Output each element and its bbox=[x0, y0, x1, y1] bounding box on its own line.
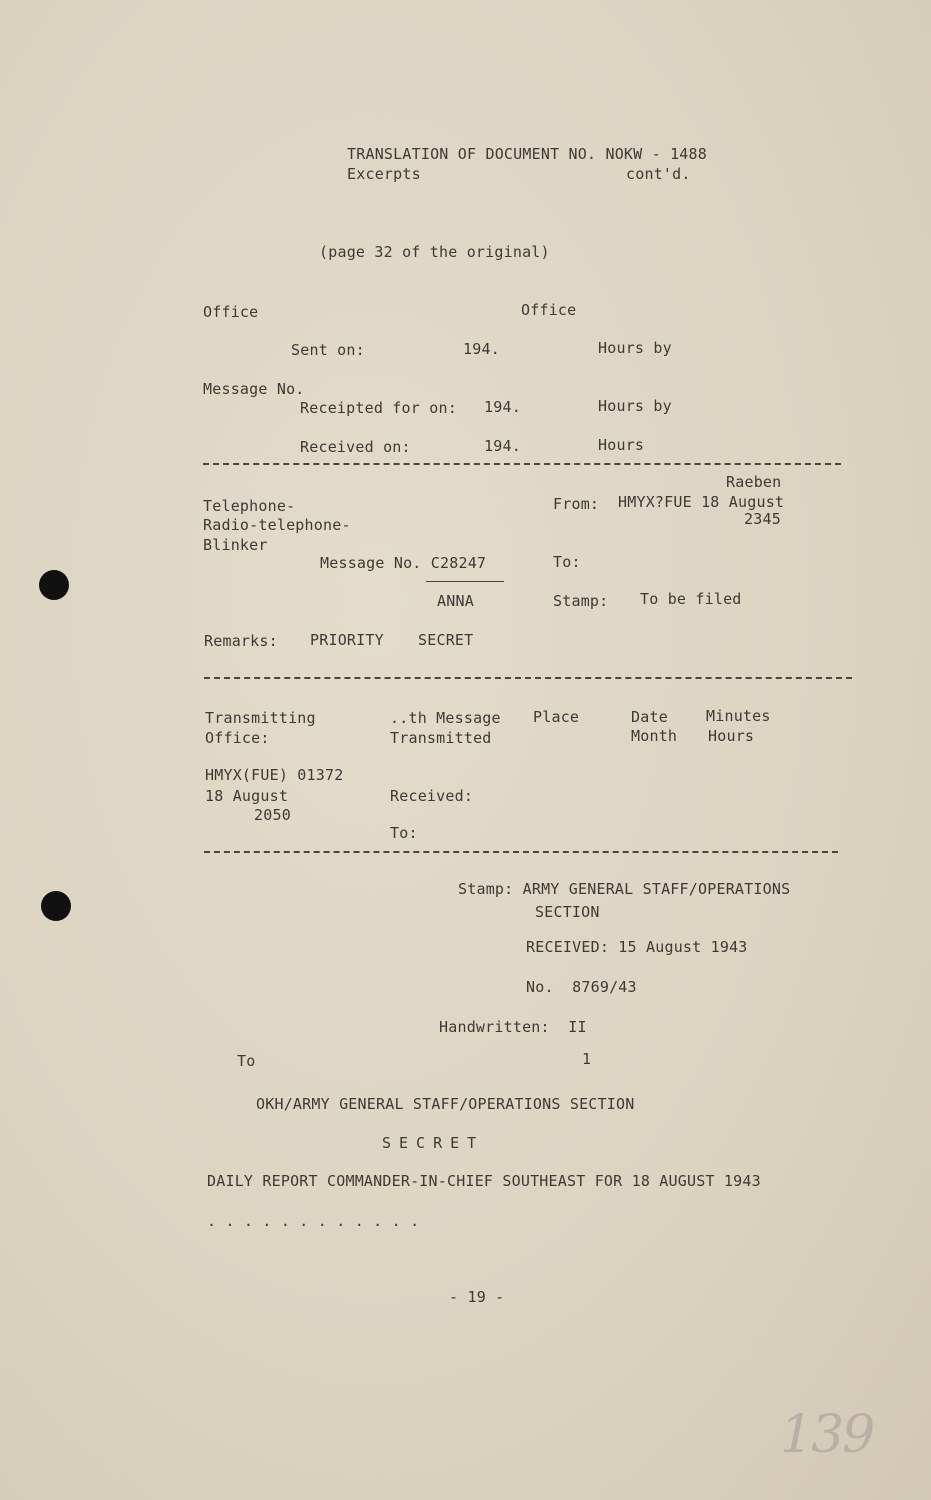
daily-report-heading: DAILY REPORT COMMANDER-IN-CHIEF SOUTHEAST FOR 18 AUGUST 1943 bbox=[207, 1172, 761, 1190]
raeben-label: Raeben bbox=[726, 473, 782, 491]
received-year: 194. bbox=[484, 437, 521, 455]
transmitting-label: Transmitting bbox=[205, 709, 316, 727]
office-left-label: Office bbox=[203, 303, 259, 321]
from-value: HMYX?FUE 18 August bbox=[618, 493, 785, 511]
th-message-label: ..th Message bbox=[390, 709, 501, 727]
ellipsis-dots: . . . . . . . . . . . . bbox=[207, 1212, 420, 1230]
sent-on-label: Sent on: bbox=[291, 341, 365, 359]
received-on-label: Received on: bbox=[300, 438, 411, 456]
document-title: TRANSLATION OF DOCUMENT NO. NOKW - 1488 bbox=[347, 145, 707, 163]
to-number: 1 bbox=[582, 1050, 592, 1068]
minutes-label: Minutes bbox=[706, 707, 771, 725]
priority-label: PRIORITY bbox=[310, 631, 384, 649]
date-label: Date bbox=[631, 708, 668, 726]
transmit-code: HMYX(FUE) 01372 bbox=[205, 766, 344, 784]
anna-label: ANNA bbox=[437, 592, 474, 610]
to-label-lower: To bbox=[237, 1052, 256, 1070]
handwritten-label: Handwritten: II bbox=[439, 1018, 587, 1036]
punch-hole-top bbox=[39, 570, 69, 600]
stamp-value: To be filed bbox=[640, 590, 742, 608]
stamp-line-1: Stamp: ARMY GENERAL STAFF/OPERATIONS bbox=[458, 880, 791, 898]
message-number-underline bbox=[426, 581, 504, 582]
hours-label: Hours bbox=[708, 727, 755, 745]
message-number: Message No. C28247 bbox=[320, 554, 487, 572]
okh-heading: OKH/ARMY GENERAL STAFF/OPERATIONS SECTION bbox=[256, 1095, 635, 1113]
receipted-hours-by: Hours by bbox=[598, 397, 672, 415]
message-no-label: Message No. bbox=[203, 380, 305, 398]
transmit-date: 18 August bbox=[205, 787, 289, 805]
stamp-line-2: SECTION bbox=[535, 903, 600, 921]
page-reference: (page 32 of the original) bbox=[319, 243, 550, 261]
remarks-label: Remarks: bbox=[204, 632, 278, 650]
excerpts-label: Excerpts bbox=[347, 165, 421, 183]
received-stamp: RECEIVED: 15 August 1943 bbox=[526, 938, 748, 956]
from-label: From: bbox=[553, 495, 600, 513]
secret-label: SECRET bbox=[418, 631, 474, 649]
divider-2 bbox=[204, 677, 852, 679]
stamp-label: Stamp: bbox=[553, 592, 609, 610]
divider-3 bbox=[204, 851, 838, 853]
received-hours: Hours bbox=[598, 436, 645, 454]
radio-telephone-label: Radio-telephone- bbox=[203, 516, 351, 534]
stamp-number: No. 8769/43 bbox=[526, 978, 637, 996]
telephone-label: Telephone- bbox=[203, 497, 296, 515]
sent-hours-by: Hours by bbox=[598, 339, 672, 357]
secret-heading: SECRET bbox=[382, 1134, 485, 1152]
sent-year: 194. bbox=[463, 340, 500, 358]
transmitted-label: Transmitted bbox=[390, 729, 492, 747]
office-right-label: Office bbox=[521, 301, 577, 319]
contd-label: cont'd. bbox=[626, 165, 691, 183]
transmit-to-label: To: bbox=[390, 824, 418, 842]
pencil-page-number: 139 bbox=[780, 1405, 874, 1465]
transmit-time: 2050 bbox=[254, 806, 291, 824]
to-label: To: bbox=[553, 553, 581, 571]
page-number: - 19 - bbox=[449, 1288, 505, 1306]
punch-hole-bottom bbox=[41, 891, 71, 921]
month-label: Month bbox=[631, 727, 678, 745]
receipted-for-label: Receipted for on: bbox=[300, 399, 457, 417]
blinker-label: Blinker bbox=[203, 536, 268, 554]
receipted-year: 194. bbox=[484, 398, 521, 416]
from-time: 2345 bbox=[744, 510, 781, 528]
divider-1 bbox=[203, 463, 841, 465]
transmit-office-label: Office: bbox=[205, 729, 270, 747]
received-label: Received: bbox=[390, 787, 474, 805]
place-label: Place bbox=[533, 708, 580, 726]
